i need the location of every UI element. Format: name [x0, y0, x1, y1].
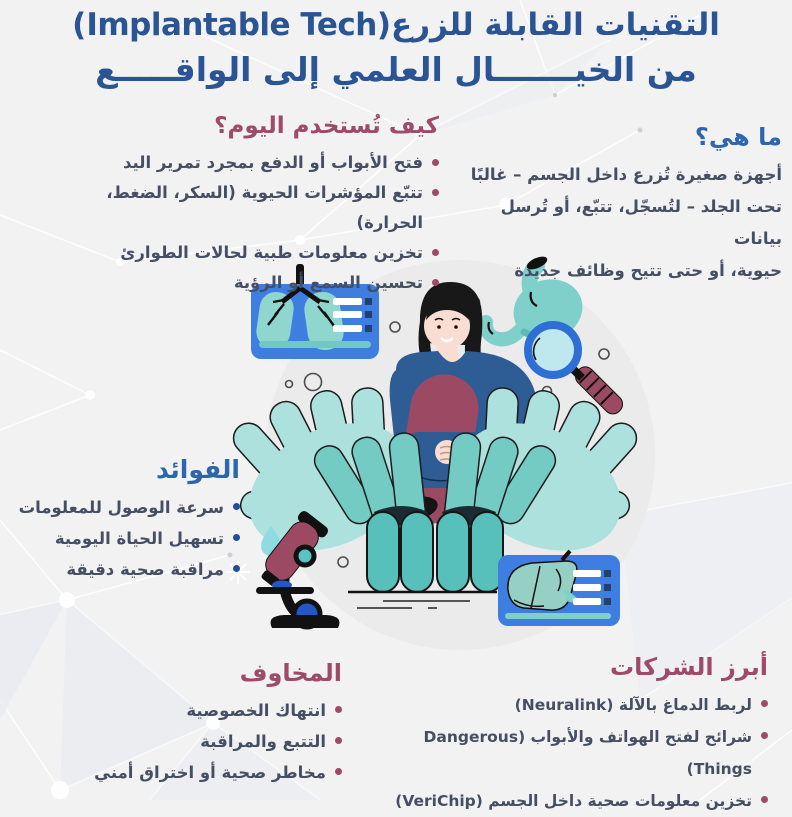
bullet-dot: [432, 249, 439, 256]
list-item: [32, 726, 342, 757]
bullet-dot: [432, 279, 439, 286]
section-benefits: [5, 454, 240, 585]
concerns-list: [32, 695, 342, 788]
benefits-item: سرعة الوصول للمعلومات: [18, 498, 224, 518]
list-item: [94, 148, 439, 178]
bullet-dot: [432, 189, 439, 196]
bullet-dot: [335, 737, 342, 744]
bullet-dot: [761, 700, 768, 707]
benefits-list: [5, 492, 240, 585]
bullet-dot: [335, 706, 342, 713]
liver-medical-card-icon: [498, 551, 620, 626]
companies-heading: أبرز الشركات: [609, 653, 768, 681]
what-body-line: تحت الجلد – لتُسجّل، تتبّع، أو تُرسل بيانات: [500, 197, 782, 248]
usage-item: تخزين معلومات طبية لحالات الطوارئ: [120, 242, 423, 262]
page-title: [0, 2, 792, 92]
usage-heading: كيف تُستخدم اليوم؟: [214, 113, 439, 139]
concerns-item: مخاطر صحية أو اختراق أمني: [94, 763, 326, 782]
usage-item: فتح الأبواب أو الدفع بمجرد تمرير اليد: [123, 152, 423, 172]
section-usage-today: [94, 112, 439, 298]
concerns-item: انتهاك الخصوصية: [186, 701, 326, 720]
companies-list: [378, 689, 768, 817]
magnifier-lens: [528, 325, 578, 375]
usage-list: [94, 148, 439, 298]
companies-item: لربط الدماغ بالآلة (Neuralink): [514, 696, 752, 714]
usage-item: تتبّع المؤشرات الحيوية (السكر، الضغط، الحرارة): [106, 182, 423, 232]
bullet-dot: [233, 565, 240, 572]
list-item: [94, 238, 439, 268]
list-item: [378, 721, 768, 785]
benefits-item: مراقبة صحية دقيقة: [66, 560, 224, 580]
benefits-heading: الفوائد: [155, 455, 240, 484]
what-heading: ما هي؟: [694, 123, 782, 151]
companies-item: شرائح لفتح الهواتف والأبواب (Dangerous Things): [423, 728, 752, 778]
title-line2: من الخيـــــــال العلمي إلى الواقـــــع: [95, 50, 697, 89]
what-body-line: أجهزة صغيرة تُزرع داخل الجسم – غالبًا: [470, 165, 782, 184]
what-body-line: حيوية، أو حتى تتيح وظائف جديدة: [514, 261, 782, 280]
concerns-item: التتبع والمراقبة: [200, 732, 326, 751]
list-item: [94, 268, 439, 298]
bullet-dot: [335, 768, 342, 775]
bullet-dot: [432, 159, 439, 166]
list-item: [32, 757, 342, 788]
list-item: [378, 689, 768, 721]
concerns-heading: المخاوف: [239, 659, 342, 687]
bullet-dot: [233, 503, 240, 510]
section-what-is-it: [470, 122, 782, 287]
section-top-companies: [378, 652, 768, 817]
list-item: [378, 785, 768, 817]
title-line1: التقنيات القابلة للزرع(Implantable Tech): [72, 7, 720, 43]
bullet-dot: [233, 534, 240, 541]
list-item: [5, 554, 240, 585]
usage-item: تحسين السمع أو الرؤية: [233, 272, 423, 292]
list-item: [94, 178, 439, 238]
section-concerns: [32, 658, 342, 788]
benefits-item: تسهيل الحياة اليومية: [54, 529, 224, 549]
list-item: [32, 695, 342, 726]
companies-item: تخزين معلومات صحية داخل الجسم (VeriChip): [395, 792, 752, 810]
list-item: [5, 523, 240, 554]
list-item: [5, 492, 240, 523]
center-illustration: [210, 255, 710, 675]
bullet-dot: [761, 732, 768, 739]
